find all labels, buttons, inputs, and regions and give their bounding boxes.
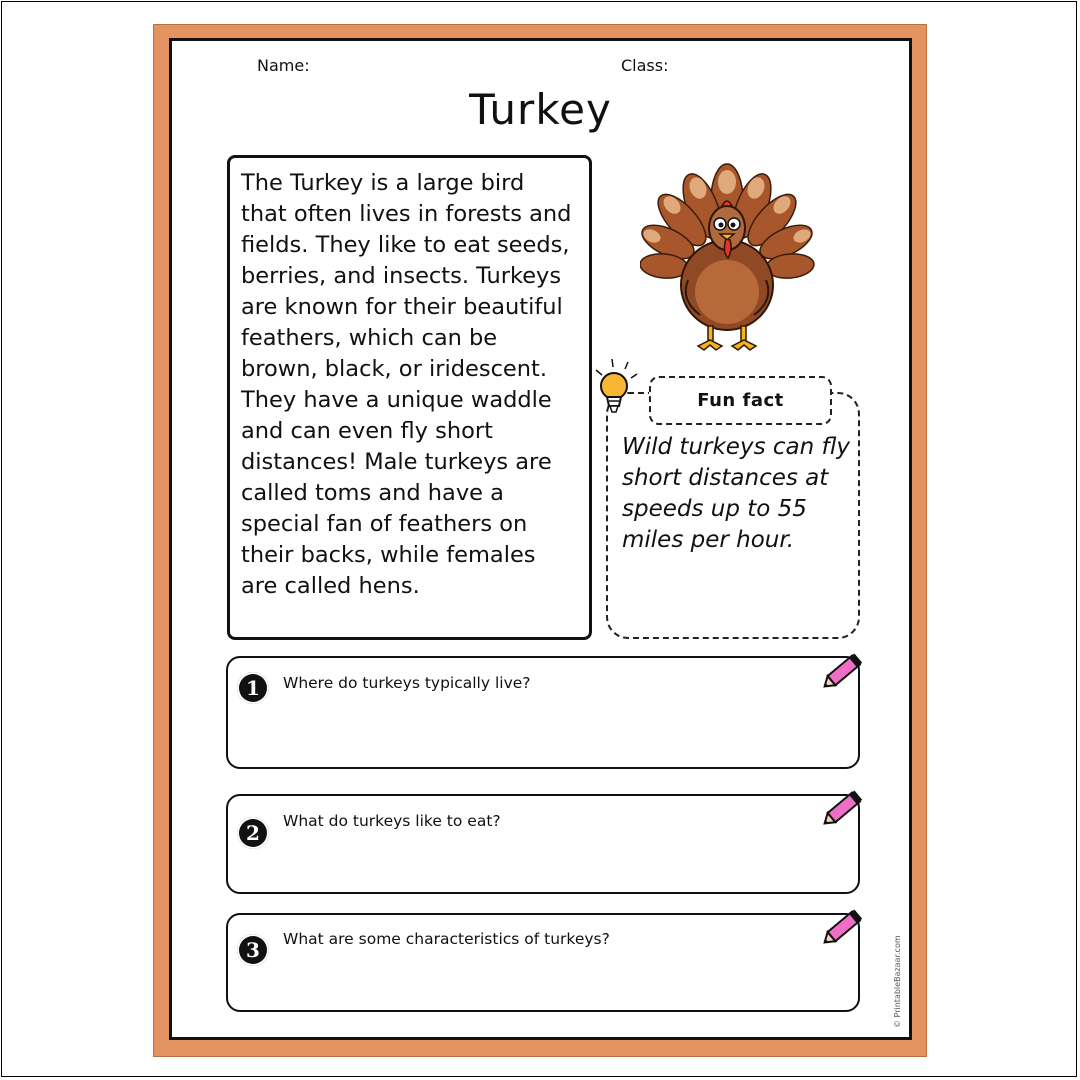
class-label: Class: xyxy=(621,56,669,75)
question-1-number: 1 xyxy=(237,672,269,704)
lightbulb-icon xyxy=(592,358,642,420)
pencil-icon xyxy=(818,648,868,694)
question-1-answer-box[interactable] xyxy=(226,656,860,769)
fun-fact-label: Fun fact xyxy=(649,376,832,425)
turkey-icon xyxy=(640,160,815,355)
reading-passage-box xyxy=(227,155,592,640)
pencil-icon xyxy=(818,785,868,831)
credit-text: © PrintableBazaar.com xyxy=(893,935,902,1028)
question-2-number: 2 xyxy=(237,817,269,849)
fun-fact-text: Wild turkeys can fly short distances at speeds up to 55 miles per hour. xyxy=(622,434,850,553)
reading-passage-text: The Turkey is a large bird that often lives in forests and fields. They like to eat seeds, berries, and insects. Turkeys are known for their beautiful feathers, which can be brown, black, or iridescent. They have a unique waddle and can even fly short distances! Male turkeys are called toms and have a special fan of feathers on their backs, while females are called hens. xyxy=(241,170,572,599)
question-2-text: What do turkeys like to eat? xyxy=(283,812,501,830)
name-label: Name: xyxy=(257,56,310,75)
question-3-answer-box[interactable] xyxy=(226,913,860,1012)
question-3-text: What are some characteristics of turkeys? xyxy=(283,930,610,948)
question-1-text: Where do turkeys typically live? xyxy=(283,674,531,692)
question-3-number: 3 xyxy=(237,934,269,966)
pencil-icon xyxy=(818,904,868,950)
page-title: Turkey xyxy=(469,85,612,134)
question-2-answer-box[interactable] xyxy=(226,794,860,894)
